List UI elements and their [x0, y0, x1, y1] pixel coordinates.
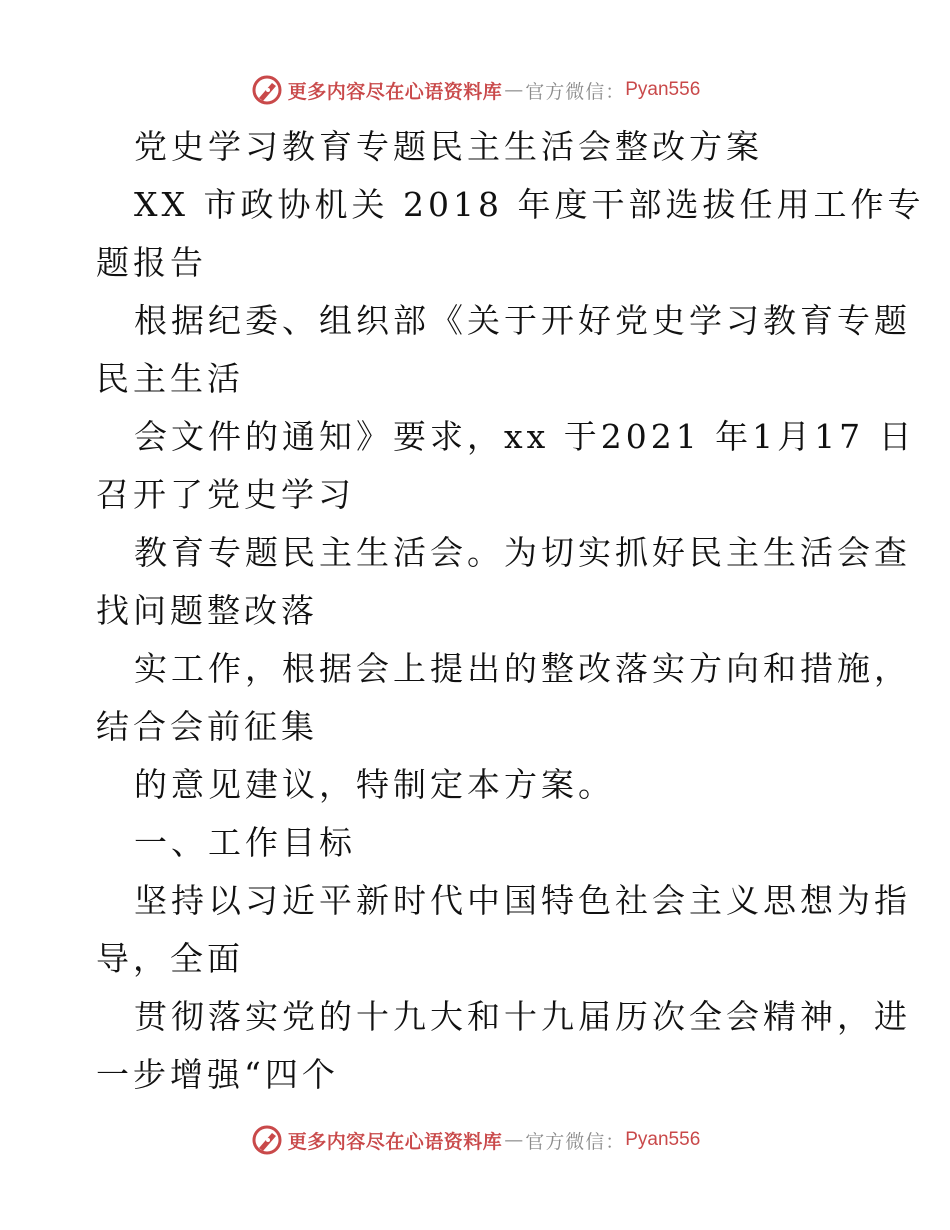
document-line: 根据纪委、组织部《关于开好党史学习教育专题 [134, 301, 911, 340]
pen-logo-icon [250, 73, 284, 107]
document-line: 贯彻落实党的十九大和十九届历次全会精神，进 [134, 997, 911, 1036]
document-line: 找问题整改落 [96, 591, 318, 630]
document-line: 结合会前征集 [96, 707, 318, 746]
watermark-official-label: 官方微信： [525, 80, 626, 103]
document-line: 的意见建议，特制定本方案。 [134, 765, 615, 804]
watermark-separator: — [504, 79, 524, 101]
document-line: 一、工作目标 [134, 823, 356, 862]
document-line: 教育专题民主生活会。为切实抓好民主生活会查 [134, 533, 911, 572]
document-line: 会文件的通知》要求，xx 于2021 年1月17 日 [134, 417, 916, 456]
watermark-wechat-id: Pyan556 [625, 79, 701, 100]
document-body [96, 118, 925, 1104]
footer-watermark [0, 1120, 950, 1160]
header-watermark [0, 70, 950, 110]
document-line: 坚持以习近平新时代中国特色社会主义思想为指 [134, 881, 911, 920]
watermark-brand: 更多内容尽在心语资料库 [287, 80, 503, 103]
watermark-wechat-id: Pyan556 [625, 1129, 701, 1150]
document-line: 召开了党史学习 [96, 475, 355, 514]
pen-logo-icon [250, 1123, 284, 1157]
document-line: 一步增强“四个 [96, 1055, 339, 1094]
document-line: 实工作，根据会上提出的整改落实方向和措施， [134, 649, 911, 688]
watermark-official-label: 官方微信： [525, 1130, 626, 1153]
document-line: 导，全面 [96, 939, 244, 978]
document-line: 民主生活 [96, 359, 244, 398]
watermark-separator: — [504, 1129, 524, 1151]
watermark-brand: 更多内容尽在心语资料库 [287, 1130, 503, 1153]
document-line: 题报告 [96, 243, 207, 282]
document-line: 党史学习教育专题民主生活会整改方案 [134, 127, 763, 166]
document-line: XX 市政协机关 2018 年度干部选拔任用工作专 [134, 185, 925, 224]
